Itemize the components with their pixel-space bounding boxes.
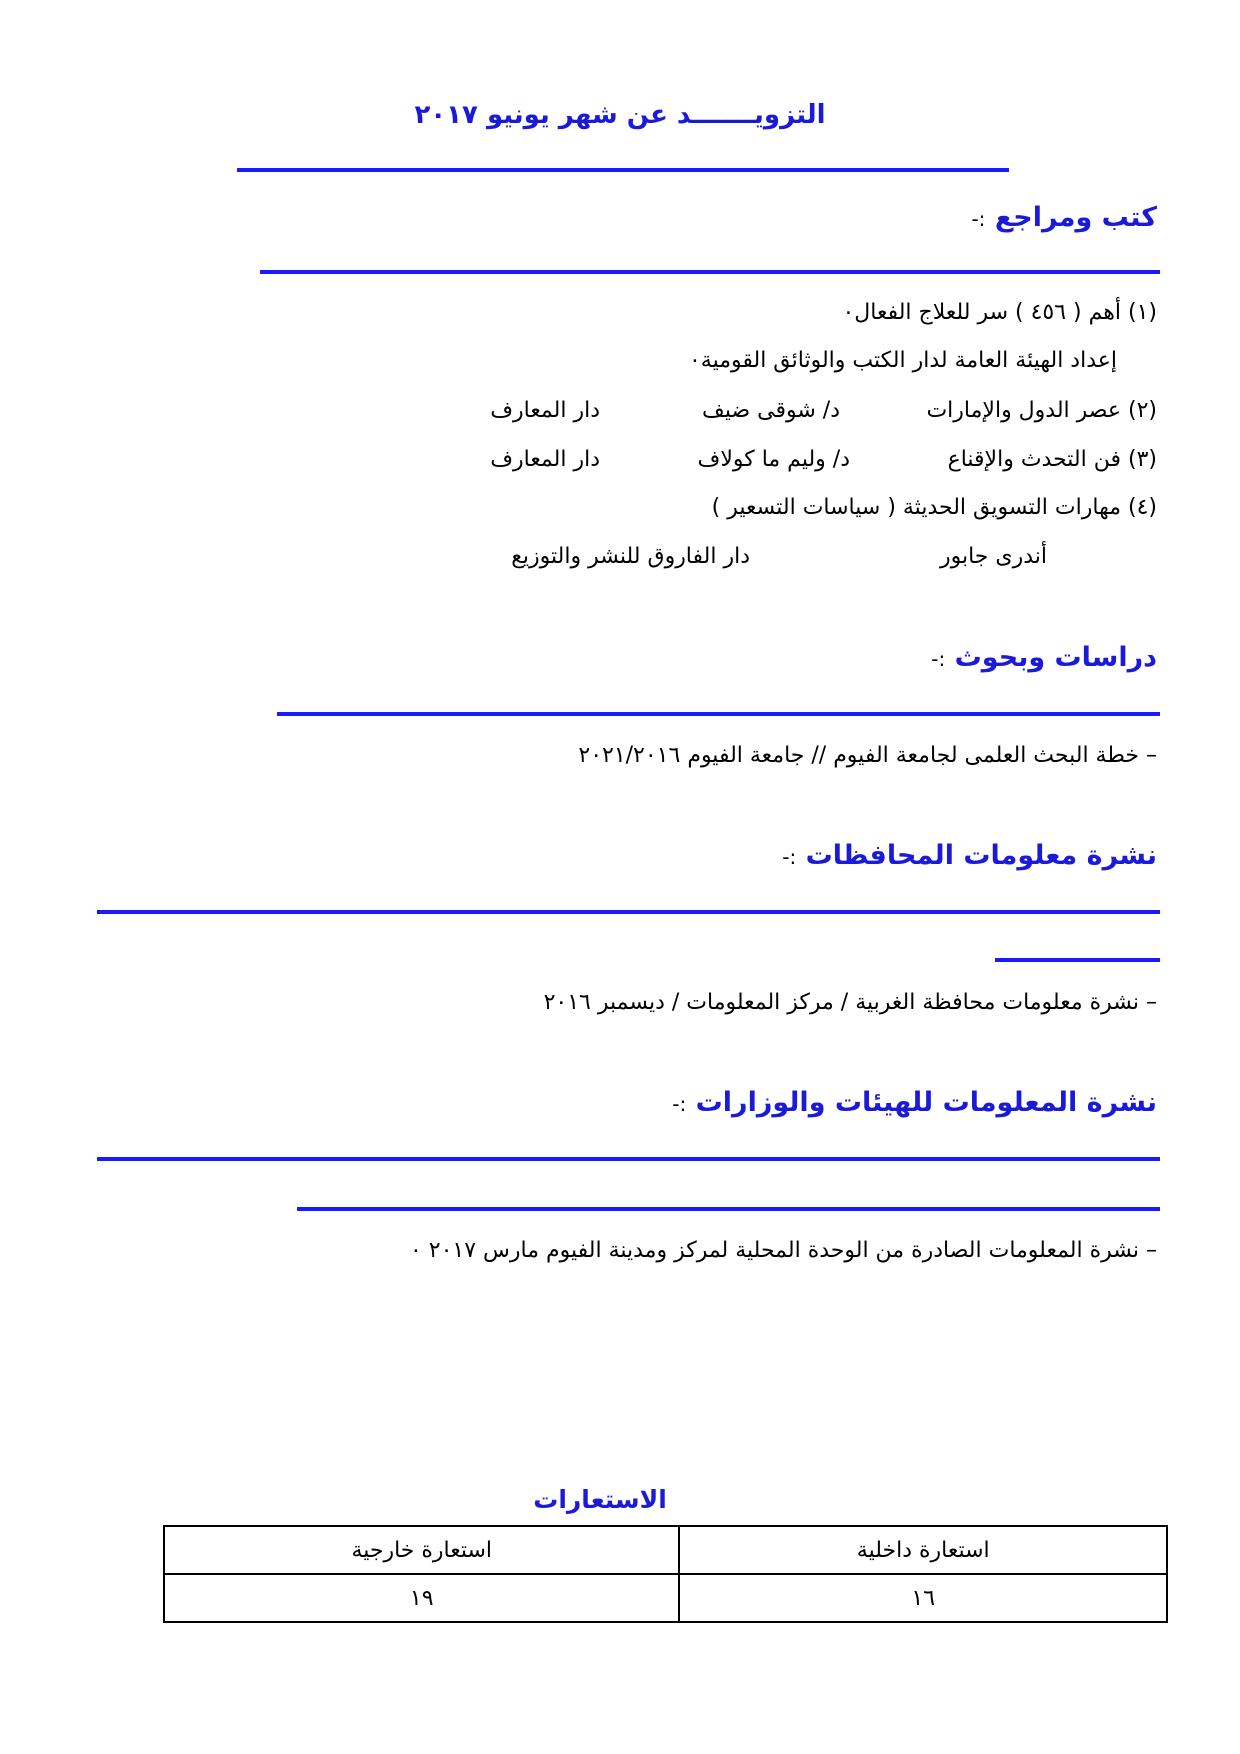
borrowing-heading: الاستعارات xyxy=(533,1485,667,1514)
book-item-3-title: (٣) فن التحدث والإقناع xyxy=(947,447,1157,472)
book-item-2-author: د/ شوقى ضيف xyxy=(702,398,840,423)
section-divider-books xyxy=(260,270,1160,274)
section-divider-governorates xyxy=(97,910,1160,914)
book-item-4-publisher: دار الفاروق للنشر والتوزيع xyxy=(511,544,750,569)
page-title: التزويـــــــد عن شهر يونيو ٢٠١٧ xyxy=(414,100,826,130)
section-divider-governorates-short xyxy=(995,958,1160,962)
table-header-row xyxy=(164,1526,1167,1574)
section-heading-books-text: كتب ومراجع xyxy=(994,202,1157,233)
book-item-4-author: أندرى جابور xyxy=(939,544,1047,569)
book-item-2-publisher: دار المعارف xyxy=(490,398,600,423)
column-header-internal: استعارة داخلية xyxy=(679,1526,1167,1574)
governorate-item: – نشرة معلومات محافظة الغربية / مركز المعلومات / ديسمبر ٢٠١٦ xyxy=(543,990,1157,1015)
ministry-item: – نشرة المعلومات الصادرة من الوحدة المحلية لمركز ومدينة الفيوم مارس ٢٠١٧ ٠ xyxy=(409,1238,1157,1263)
study-item: – خطة البحث العلمى لجامعة الفيوم // جامعة الفيوم ٢٠٢١/٢٠١٦ xyxy=(578,743,1157,768)
table-row xyxy=(164,1574,1167,1622)
section-heading-studies-suffix: :- xyxy=(931,647,946,671)
book-item-1-publisher: إعداد الهيئة العامة لدار الكتب والوثائق القومية٠ xyxy=(688,348,1117,373)
book-item-3-author: د/ وليم ما كولاف xyxy=(697,447,850,472)
borrowing-table xyxy=(163,1525,1168,1623)
section-heading-ministries-suffix: :- xyxy=(672,1092,687,1116)
section-heading-studies-text: دراسات وبحوث xyxy=(954,642,1157,673)
section-heading-studies xyxy=(931,642,1157,673)
value-internal: ١٦ xyxy=(679,1574,1167,1622)
book-item-1: (١) أهم ( ٤٥٦ ) سر للعلاج الفعال٠ xyxy=(842,300,1157,325)
column-header-external: استعارة خارجية xyxy=(164,1526,679,1574)
section-heading-books xyxy=(971,202,1157,233)
section-heading-books-suffix: :- xyxy=(971,207,986,231)
section-divider-ministries-short xyxy=(297,1207,1160,1211)
value-external: ١٩ xyxy=(164,1574,679,1622)
section-divider-studies xyxy=(277,712,1160,716)
book-item-4-title: (٤) مهارات التسويق الحديثة ( سياسات التسعير ) xyxy=(711,495,1157,520)
book-item-2-title: (٢) عصر الدول والإمارات xyxy=(926,398,1157,423)
section-heading-governorates-suffix: :- xyxy=(782,845,797,869)
title-divider xyxy=(237,168,1009,172)
section-heading-ministries xyxy=(672,1087,1157,1118)
section-heading-governorates-text: نشرة معلومات المحافظات xyxy=(805,840,1157,871)
section-heading-ministries-text: نشرة المعلومات للهيئات والوزارات xyxy=(695,1087,1157,1118)
book-item-3-publisher: دار المعارف xyxy=(490,447,600,472)
section-divider-ministries xyxy=(97,1157,1160,1161)
section-heading-governorates xyxy=(782,840,1157,871)
